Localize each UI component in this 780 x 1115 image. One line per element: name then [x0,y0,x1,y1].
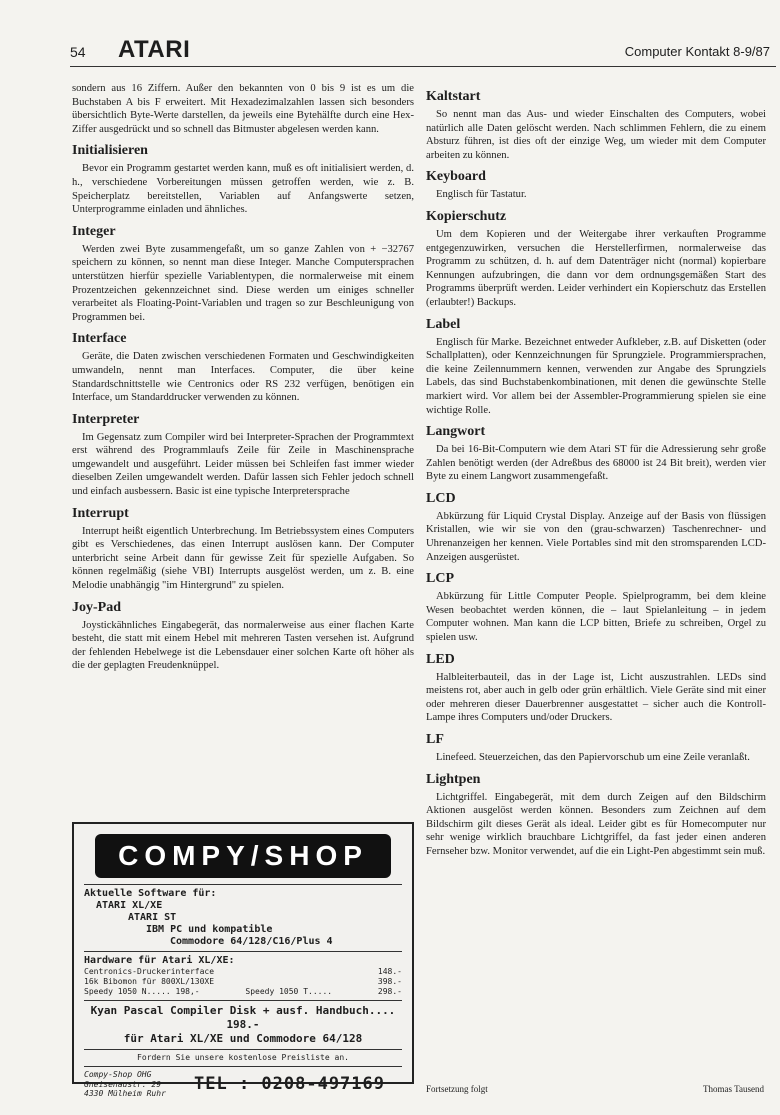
paragraph: Halbleiterbauteil, das in der Lage ist, Licht auszustrahlen. LEDs sind meistens rot, aber auch in gelb oder grün erhältlich. Viele Geräte sind mit einer oder mehreren dieser Dauerbrenner ausgestattet – sicher auch die Kontroll-Lampe ihres Computers und/oder Druckers. [426,671,766,724]
section-heading: LCP [426,571,454,587]
compy-shop-logo: COMPY/SHOP [95,834,391,878]
address-block [84,1066,402,1102]
section-heading: Interrupt [72,505,129,521]
kyan-block [84,1000,402,1049]
section-heading: Joy-Pad [72,599,121,615]
software-block [84,884,402,951]
software-item: Commodore 64/128/C16/Plus 4 [170,936,333,947]
pricelist-block [84,1049,402,1066]
page-header [70,38,776,67]
kyan-line-2: für Atari XL/XE und Commodore 64/128 [123,1032,363,1045]
hardware-price: 298.- [377,987,402,996]
continued-note: Fortsetzung folgt [426,1084,488,1094]
software-title: Aktuelle Software für: [84,888,217,899]
paragraph: sondern aus 16 Ziffern. Außer den bekannten von 0 bis 9 ist es um die Buchstaben A bis F erweitert. Mit Hexadezimalzahlen lassen sich besonders übersichtlich Byte-Werte darstellen, da jeweils eine Bytehälfte durch eine Hex-Ziffer ausgedrückt und so schnell das Bitmuster abgelesen werden kann. [72,83,414,135]
section-heading: Kopierschutz [426,208,507,224]
section-heading: Integer [72,223,116,239]
address-line: Gneisenaustr. 29 [84,1079,162,1089]
hardware-price: 398.- [377,977,402,986]
hardware-name-2: Speedy 1050 T..... [245,987,333,996]
paragraph: Abkürzung für Little Computer People. Spielprogramm, bei dem kleine Wesen beobachtet werden können, die – laut Spielanleitung – in jedem Computer wohnen. Man kann die LCP bitten, Briefe zu schreiben, Orgel zu spielen usw. [426,591,766,644]
brand-title: ATARI [118,36,191,63]
hardware-price: 148.- [377,967,402,976]
section-heading: LED [426,651,455,667]
hardware-name: Speedy 1050 N..... 198,- [84,987,200,996]
hardware-row [84,987,402,997]
section-heading: Lightpen [426,771,481,787]
phone-number: TEL : 0208-497169 [194,1074,385,1095]
paragraph: Geräte, die Daten zwischen verschiedenen Formaten und Geschwindigkeiten umwandeln, nennt man Interfaces. Computer, die über keine Standardschnittstelle wie Centronics oder RS 232 verfügen, benötigen ein Interface, um Standarddrucker verwenden zu können. [72,351,414,404]
software-item: IBM PC und kompatible [146,924,273,935]
software-item: ATARI ST [128,912,177,923]
hardware-block [84,951,402,1000]
paragraph: So nennt man das Aus- und wieder Einschalten des Computers, wobei natürlich alle Daten gelöscht werden. Nach schlimmen Fehlern, die zu einem Absturz führen, ist dies oft der einzige Weg, um wieder mit dem Computer arbeiten zu können. [426,109,766,161]
pricelist-note: Fordern Sie unsere kostenlose Preisliste an. [137,1053,349,1062]
hardware-title: Hardware für Atari XL/XE: [84,955,235,966]
section-heading: Langwort [426,424,486,440]
paragraph: Abkürzung für Liquid Crystal Display. Anzeige auf der Basis von flüssigen Kristallen, wie wir sie von den (grau-schwarzen) Taschenrechner- und Uhrenanzeigen her kennen. Viele Portables sind mit den stromsparenden LCD-Anzeigen ausgerüstet. [426,510,766,563]
paragraph: Englisch für Tastatur. [436,189,527,201]
hardware-row [84,967,402,977]
paragraph: Werden zwei Byte zusammengefaßt, um so ganze Zahlen von + −32767 speichern zu können, so nennt man diese Integer. Manche Computersprachen unterstützen hierfür spezielle Variablentypen, die normalerweise mit einem Prozentzeichen gekennzeichnet sind. Diese werden um einiges schneller verarbeitet als Floating-Point-Variablen und tragen so zur Beschleunigung von Programmen bei. [72,243,414,323]
kyan-line: Kyan Pascal Compiler Disk + ausf. Handbuch.... 198.- [90,1004,396,1031]
right-column [426,82,766,863]
section-heading: Keyboard [426,169,486,185]
paragraph: Bevor ein Programm gestartet werden kann, muß es oft initialisiert werden, d. h., verschiedene Vorbereitungen müssen getroffen werden, wie z. B. Speicherplatz bereitstellen, Variablen auf Anfangswerte setzen, Unterprogramme einladen und ähnliches. [72,163,414,216]
section-heading: Kaltstart [426,89,481,104]
paragraph: Lichtgriffel. Eingabegerät, mit dem durch Zeigen auf den Bildschirm Aktionen ausgelöst werden können. Besonders zum Zeichnen auf dem Bildschirm gilt dieses Gerät als ideal. Leider gibt es für Homecomputer nur sehr wenige wirklich brauchbare Lichtgriffel, da fast jeder einen anderen Fernseher bzw. Monitor verwendet, auf die ein Light-Pen abgestimmt sein muß. [426,791,766,857]
page-number: 54 [70,44,86,60]
magazine-issue: Computer Kontakt 8-9/87 [624,44,770,59]
section-heading: LF [426,732,444,747]
paragraph: Da bei 16-Bit-Computern wie dem Atari ST für die Adressierung sehr große Zahlen benötigt werden (der Adreßbus des 68000 ist 24 Bit breit), werden vier Byte zu einem Langwort zusammengefaßt. [426,444,766,483]
compy-shop-advertisement [72,822,414,1098]
left-column [72,82,414,677]
section-heading: Initialisieren [72,143,148,159]
paragraph: Englisch für Marke. Bezeichnet entweder Aufkleber, z.B. auf Disketten (oder Schallplatten), oder Kennzeichnungen für Sprungziele. Programmiersprachen, die keine Zeilennummern kennen, verwenden zur Angabe des Sprungziels Labels, das sind Buchstabenkombinationen, mit denen die gewünschte Stelle markiert wird. Vor allem bei der Assembler-Programmierung spielen sie eine wichtige Rolle. [426,336,766,416]
paragraph: Im Gegensatz zum Compiler wird bei Interpreter-Sprachen der Programmtext erst während des Programmlaufs Zeile für Zeile in Maschinensprache umgewandelt und ausgeführt. Leider müssen bei Schleifen fast immer wieder dieselben Zeilen umgewandelt werden. Dafür lassen sich Fehler jedoch schnell und einfach ausbessern. Basic ist eine typische Interpretersprache [72,431,414,498]
address-line: Compy-Shop OHG [84,1070,152,1079]
hardware-row [84,977,402,987]
paragraph: Um dem Kopieren und der Weitergabe ihrer verkauften Programme entgegenzuwirken, versuchen die Herstellerfirmen, normalerweise das Programm zu schützen, d. h. auf dem Datenträger nicht (normal) kopierbare Kennungen aufzubringen, die dann vor dem ordnungsgemäßen Start des Programms überprüft werden. Leider verhindert ein Kopierschutz das Erstellen (erlaubter!) Backups. [426,228,766,308]
address-line: 4330 Mülheim Ruhr [84,1089,166,1098]
hardware-name: 16k Bibomon für 800XL/130XE [84,977,215,986]
author-name: Thomas Tausend [703,1084,764,1094]
hardware-name: Centronics-Druckerinterface [84,967,215,976]
software-item: ATARI XL/XE [96,900,163,911]
section-heading: Interface [72,331,127,347]
paragraph: Joystickähnliches Eingabegerät, das normalerweise aus einer flachen Karte besteht, die statt mit einem Hebel mit mehreren Tasten versehen ist. Aufgrund der fehlenden Hebelwege ist die Lebensdauer einer solchen Karte oft höher als die der geplagten Freudenknüppel. [72,619,414,672]
section-heading: LCD [426,490,456,506]
section-heading: Label [426,316,461,332]
section-heading: Interpreter [72,411,140,427]
paragraph: Interrupt heißt eigentlich Unterbrechung. Im Betriebssystem eines Computers gibt es Verschiedenes, das einen Interrupt auslösen kann. Der Computer unterbricht seine Arbeit dann für gewisse Zeit für spezielle Aufgaben. So können regelmäßig (siehe VBI) Interrupts ausgelöst werden, um z. B. eine Melodie unabhängig "im Hintergrund" zu spielen. [72,525,414,592]
paragraph: Linefeed. Steuerzeichen, das den Papiervorschub um eine Zeile veranlaßt. [436,752,750,763]
shop-address [84,1070,194,1099]
